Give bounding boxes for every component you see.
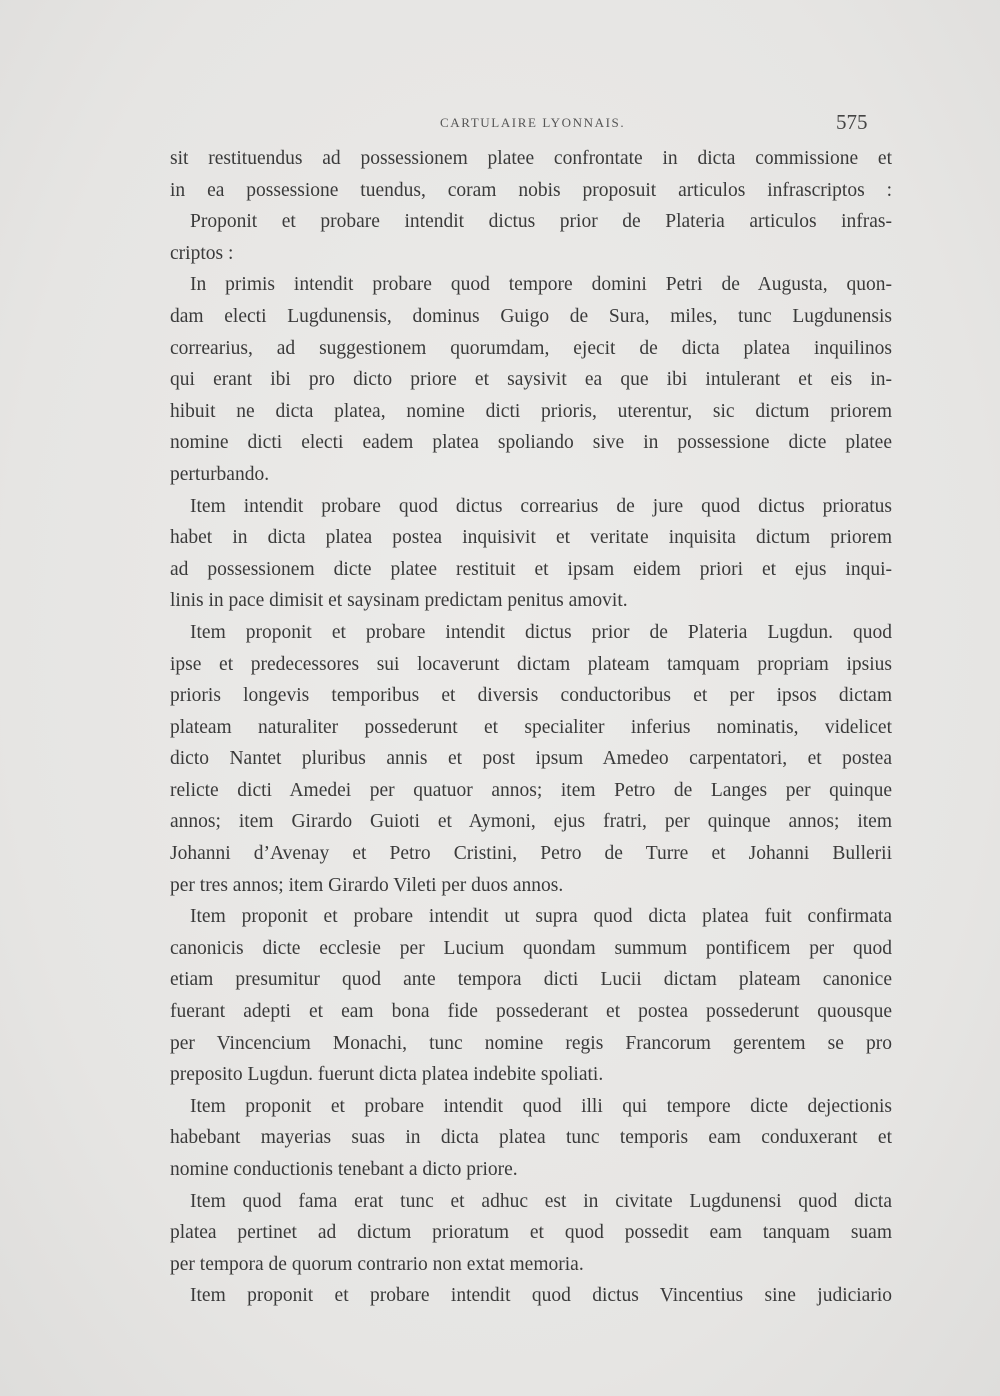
- text-line: Johanni d’Avenay et Petro Cristini, Petro de Turre et Johanni Bullerii: [170, 843, 892, 865]
- text-line: Item proponit et probare intendit ut supra quod dicta platea fuit confirmata: [190, 906, 892, 928]
- text-line: Proponit et probare intendit dictus prior de Plateria articulos infras-: [190, 211, 892, 233]
- text-line: Item proponit et probare intendit dictus prior de Plateria Lugdun. quod: [190, 621, 892, 643]
- text-line: per tres annos; item Girardo Vileti per duos annos.: [170, 874, 564, 896]
- text-line: criptos :: [170, 242, 234, 264]
- text-line: prioris longevis temporibus et diversis conductoribus et per ipsos dictam: [170, 685, 892, 707]
- text-line: relicte dicti Amedei per quatuor annos; item Petro de Langes per quinque: [170, 779, 892, 801]
- text-line: platea pertinet ad dictum prioratum et quod possedit eam tanquam suam: [170, 1222, 892, 1244]
- text-line: canonicis dicte ecclesie per Lucium quondam summum pontificem per quod: [170, 937, 892, 959]
- text-line: ipse et predecessores sui locaverunt dictam plateam tamquam propriam ipsius: [170, 653, 892, 675]
- text-line: dam electi Lugdunensis, dominus Guigo de Sura, miles, tunc Lugdunensis: [170, 305, 892, 327]
- text-line: Item quod fama erat tunc et adhuc est in civitate Lugdunensi quod dicta: [190, 1190, 892, 1212]
- text-line: sit restituendus ad possessionem platee confrontate in dicta commissione et: [170, 148, 892, 169]
- running-title: CARTULAIRE LYONNAIS.: [440, 115, 626, 130]
- text-line: linis in pace dimisit et saysinam predictam penitus amovit.: [170, 590, 628, 612]
- text-line: fuerant adepti et eam bona fide possederant et postea possederunt quousque: [170, 1001, 892, 1023]
- text-line: per Vincencium Monachi, tunc nomine regis Francorum gerentem se pro: [170, 1032, 892, 1054]
- text-line: nomine conductionis tenebant a dicto priore.: [170, 1159, 518, 1180]
- text-line: ad possessionem dicte platee restituit et ipsam eidem priori et ejus inqui-: [170, 558, 892, 580]
- text-line: Item proponit et probare intendit quod dictus Vincentius sine judiciario: [190, 1285, 892, 1307]
- text-line: habebant mayerias suas in dicta platea tunc temporis eam conduxerant et: [170, 1127, 892, 1149]
- text-line: Item intendit probare quod dictus correarius de jure quod dictus prioratus: [190, 495, 892, 517]
- text-line: dicto Nantet pluribus annis et post ipsum Amedeo carpentatori, et postea: [170, 748, 892, 770]
- text-line: perturbando.: [170, 463, 270, 485]
- text-line: correarius, ad suggestionem quorumdam, ejecit de dicta platea inquilinos: [170, 337, 892, 359]
- running-head: [0, 112, 1000, 136]
- text-line: etiam presumitur quod ante tempora dicti Lucii dictam plateam canonice: [170, 969, 892, 991]
- text-line: per tempora de quorum contrario non extat memoria.: [170, 1253, 584, 1275]
- body-text: [170, 143, 892, 1312]
- text-line: preposito Lugdun. fuerunt dicta platea indebite spoliati.: [170, 1064, 604, 1086]
- text-line: nomine dicti electi eadem platea spoliando sive in possessione dicte platee: [170, 432, 892, 454]
- page-number: 575: [836, 110, 868, 134]
- text-line: Item proponit et probare intendit quod illi qui tempore dicte dejectionis: [190, 1095, 892, 1117]
- text-line: plateam naturaliter possederunt et specialiter inferius nominatis, videlicet: [170, 716, 892, 738]
- text-line: In primis intendit probare quod tempore domini Petri de Augusta, quon-: [190, 274, 892, 296]
- text-line: annos; item Girardo Guioti et Aymoni, ejus fratri, per quinque annos; item: [170, 811, 892, 833]
- text-line: habet in dicta platea postea inquisivit et veritate inquisita dictum priorem: [170, 527, 892, 549]
- text-line: qui erant ibi pro dicto priore et saysivit ea que ibi intulerant et eis in-: [170, 369, 892, 391]
- text-line: hibuit ne dicta platea, nomine dicti prioris, uterentur, sic dictum priorem: [170, 400, 892, 422]
- text-line: in ea possessione tuendus, coram nobis proposuit articulos infrascriptos :: [170, 179, 892, 201]
